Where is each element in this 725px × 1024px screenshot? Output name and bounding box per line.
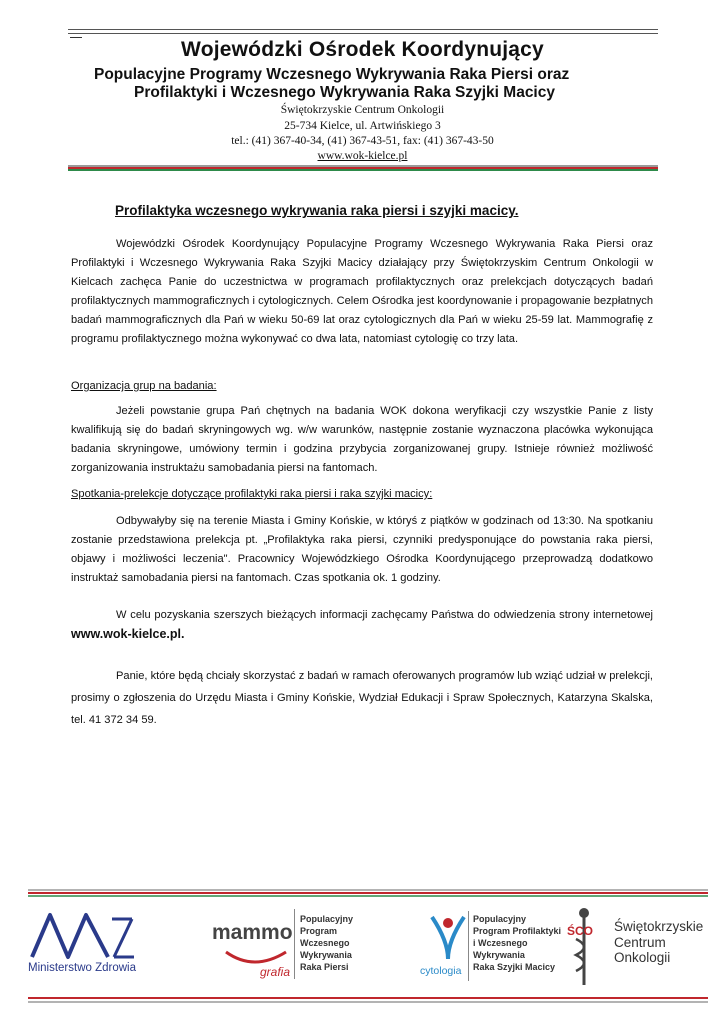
footer-logo-strip xyxy=(18,885,708,1020)
section-paragraph-groups: Jeżeli powstanie grupa Pań chętnych na badania WOK dokona weryfikacji czy wszystkie Panie z listy kwalifikują się do badań skryningowych wg. w/w warunków, następnie zostanie wyznaczona placówka wykonująca badania skryningowe, umówiony termin i godzina przybycia zorganizowanej grupy. Istnieje również możliwość zorganizowania instruktażu samobadania piersi na fantomach. xyxy=(71,405,653,474)
info-paragraph: W celu pozyskania szerszych bieżących informacji zachęcamy Państwa do odwiedzenia strony internetowej www.wok-kielce.pl. xyxy=(71,609,653,641)
header-title: Wojewódzki Ośrodek Koordynujący xyxy=(181,38,544,61)
intro-paragraph: Wojewódzki Ośrodek Koordynujący Populacyjne Programy Wczesnego Wykrywania Raka Piersi oraz Profilaktyki i Wczesnego Wykrywania Raka Szyjki Macicy działający przy Świętokrzyskim Centrum Onkologii w Kielcach zachęca Panie do uczestnictwa w programach profilaktycznych oraz prelekcjach dotyczących badań profilaktycznych mammograficznych i cytologicznych. Celem Ośrodka jest koordynowanie i propagowanie bezpłatnych badań mammograficznych dla Pań w wieku 50-69 lat oraz cytologicznych dla Pań w wieku 25-59 lat. Mammografię z programu profilaktycznego można wykonywać co dwa lata, natomiast cytologię co trzy lata. xyxy=(71,238,653,345)
document-title: Profilaktyka wczesnego wykrywania raka piersi i szyjki macicy. xyxy=(115,203,519,218)
sco-logo-text: Świętokrzyskie Centrum Onkologii xyxy=(614,919,704,965)
closing-paragraph: Panie, które będą chciały skorzystać z badań w ramach oferowanych programów lub wziąć udział w prelekcji, prosimy o zgłoszenia do Urzędu Miasta i Gminy Końskie, Wydział Edukacji i Spraw Społecznych, Katarzyna Skalska, tel. 41 372 34 59. xyxy=(71,670,653,726)
section-paragraph-meetings: Odbywałyby się na terenie Miasta i Gminy Końskie, w któryś z piątków w godzinach od 13:30. Na spotkaniu zostanie przedstawiona prelekcja pt. „Profilaktyka raka piersi, czynniki predysponujące do powstania raka piersi, objawy i możliwości leczenia". Pracownicy Wojewódzkiego Ośrodka Koordynującego przeprowadzą dodatkowo instruktaż samobadania piersi na fantomach. Czas spotkania ok. 1 godziny. xyxy=(71,515,653,584)
sco-logo-mark xyxy=(566,905,602,987)
header-subtitle-line2: Profilaktyki i Wczesnego Wykrywania Raka Szyjki Macicy xyxy=(134,84,555,101)
section-heading-meetings: Spotkania-prelekcje dotyczące profilaktyki raka piersi i raka szyjki macicy: xyxy=(71,488,433,500)
header-subtitle-line1: Populacyjne Programy Wczesnego Wykrywania Raka Piersi oraz xyxy=(94,66,570,83)
header-top-rule xyxy=(68,29,658,34)
sco-logo-monogram: ŚCO xyxy=(567,924,594,938)
cytologia-program-text: Populacyjny Program Profilaktyki i Wczesnego Wykrywania Raka Szyjki Macicy xyxy=(473,914,562,972)
header-address-institution: Świętokrzyskie Centrum Onkologii xyxy=(280,104,445,116)
mammo-program-text: Populacyjny Program Wczesnego Wykrywania Raka Piersi xyxy=(300,914,354,972)
cytologia-logo-divider xyxy=(468,911,469,981)
ministry-of-health-logo-mark xyxy=(28,907,138,962)
header-phone: tel.: (41) 367-40-34, (41) 367-43-51, fax: (41) 367-43-50 xyxy=(231,135,494,147)
cytologia-logo-word: cytologia xyxy=(420,965,462,977)
ministry-of-health-label: Ministerstwo Zdrowia xyxy=(28,962,136,974)
cytologia-logo-mark xyxy=(428,911,468,963)
mammo-logo-divider xyxy=(294,909,295,979)
mammo-logo-word: mammo xyxy=(212,921,293,944)
info-website-link[interactable]: www.wok-kielce.pl. xyxy=(71,627,185,641)
section-heading-groups: Organizacja grup na badania: xyxy=(71,380,217,392)
header-divider-green xyxy=(68,169,658,171)
header-address-street: 25-734 Kielce, ul. Artwińskiego 3 xyxy=(284,120,441,132)
header-website-link[interactable]: www.wok-kielce.pl xyxy=(317,150,408,162)
mammo-logo-grafia: grafia xyxy=(260,965,291,979)
